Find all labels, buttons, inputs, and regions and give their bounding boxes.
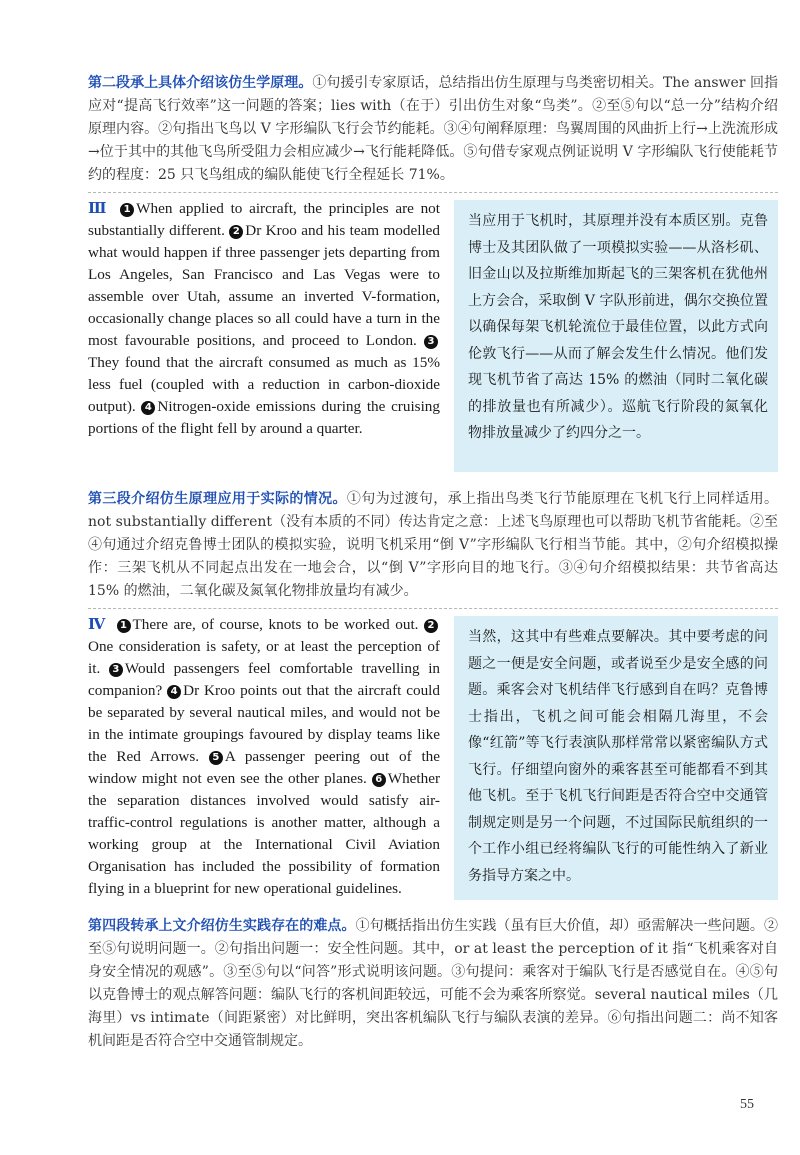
sentence: They found that the aircraft consumed as much as 15% less fuel (coupled with a reduction in carbon-dioxide output). xyxy=(88,354,440,415)
paragraph-4-translation xyxy=(454,616,778,900)
paragraph-3-section xyxy=(88,192,778,482)
sentence: When applied to aircraft, the principles are not substantially different. xyxy=(88,200,441,239)
note-body: ①句为过渡句，承上指出鸟类飞行节能原理在飞机飞行上同样适用。not substantially different（没有本质的不同）传达肯定之意：上述飞鸟原理也可以帮助飞机节省能耗。②至④句通过介绍克鲁博士团队的模拟实验，说明飞机采用“倒 V”字形编队飞行相当节能。其中，②句介绍模拟操作：三架飞机从不同起点出发在一地会合，以“倒 V”字形向目的地飞行。③④句介绍模拟结果：共节省高达 15% 的燃油，二氧化碳及氮氧化物排放量均有减少。 xyxy=(88,491,779,599)
note-heading: 第四段转承上文介绍仿生实践存在的难点。 xyxy=(88,918,356,934)
analysis-note-2 xyxy=(88,72,778,187)
page-number: 55 xyxy=(740,1097,754,1112)
sentence-number: 2 xyxy=(424,619,438,633)
divider xyxy=(88,192,778,193)
sentence-number: 4 xyxy=(141,401,155,415)
sentence: Dr Kroo points out that the aircraft could be separated by several nautical miles, and would not be in the intimate groupings favoured by display teams like the Red Arrows. xyxy=(88,682,440,765)
note-heading: 第三段介绍仿生原理应用于实际的情况。 xyxy=(88,491,347,507)
sentence-number: 1 xyxy=(120,203,134,217)
sentence-number: 5 xyxy=(209,751,223,765)
paragraph-3-translation xyxy=(454,200,778,472)
analysis-note-4 xyxy=(88,915,778,1053)
paragraph-4-section xyxy=(88,608,778,908)
translation-text: 当然，这其中有些难点要解决。其中要考虑的问题之一便是安全问题，或者说至少是安全感的问题。乘客会对飞机结伴飞行感到自在吗？克鲁博士指出，飞机之间可能会相隔几海里，不会像“红箭”等飞行表演队那样常常以紧密编队方式飞行。仔细望向窗外的乘客甚至可能都看不到其他飞机。至于飞机飞行间距是否符合空中交通管制规定则是另一个问题，不过国际民航组织的一个工作小组已经将编队飞行的可能性纳入了新业务指导方案之中。 xyxy=(468,629,768,884)
divider xyxy=(88,608,778,609)
sentence-number: 3 xyxy=(109,663,123,677)
note-body: ①句援引专家原话，总结指出仿生原理与鸟类密切相关。The answer 回指应对“提高飞行效率”这一问题的答案；lies with（在于）引出仿生对象“鸟类”。②至⑤句以“总一分”结构介绍原理内容。②句指出飞鸟以 V 字形编队飞行会节约能耗。③④句阐释原理：鸟翼周围的风曲折上行→上洗流形成→位于其中的其他飞鸟所受阻力会相应减少→飞行能耗降低。⑤句借专家观点例证说明 V 字形编队飞行使能耗节约的程度：25 只飞鸟组成的编队能使飞行全程延长 71%。 xyxy=(88,75,778,183)
paragraph-4-english xyxy=(88,614,440,900)
sentence-number: 6 xyxy=(372,773,386,787)
analysis-note-3 xyxy=(88,488,778,603)
sentence: A passenger peering out of the window might not even see the other planes. xyxy=(88,748,440,787)
sentence: Would passengers feel comfortable travelling in companion? xyxy=(88,660,441,699)
paragraph-3-english xyxy=(88,198,440,440)
sentence: One consideration is safety, or at least the perception of it. xyxy=(88,638,440,677)
sentence: There are, of course, knots to be worked out. xyxy=(132,616,419,633)
paragraph-number: Ⅲ xyxy=(88,200,110,217)
sentence-number: 1 xyxy=(117,619,131,633)
sentence: Whether the separation distances involved would satisfy air-traffic-control regulations is another matter, although a working group at the International Civil Aviation Organisation has included the possibility of formation flying in a blueprint for new operational guidelines. xyxy=(88,770,441,897)
note-body: ①句概括指出仿生实践（虽有巨大价值，却）亟需解决一些问题。②至⑤句说明问题一。②句指出问题一：安全性问题。其中，or at least the perception of it 指“飞机乘客对自身安全情况的观感”。③至⑤句以“问答”形式说明该问题。③句提问：乘客对于编队飞行是否感觉自在。④⑤句以克鲁博士的观点解答问题：编队飞行的客机间距较远，可能不会为乘客所察觉。several nautical miles（几海里）vs intimate（间距紧密）对比鲜明，突出客机编队飞行与编队表演的差异。⑥句指出问题二：尚不知客机间距是否符合空中交通管制规定。 xyxy=(88,918,779,1049)
note-heading: 第二段承上具体介绍该仿生学原理。 xyxy=(88,75,313,91)
translation-text: 当应用于飞机时，其原理并没有本质区别。克鲁博士及其团队做了一项模拟实验——从洛杉矶、旧金山以及拉斯维加斯起飞的三架客机在犹他州上方会合，采取倒 V 字队形前进，偶尔交换位置以确保每架飞机轮流位于最佳位置，以此方式向伦敦飞行——从而了解会发生什么情况。他们发现飞机节省了高达 15% 的燃油（同时二氧化碳的排放量也有所减少）。巡航飞行阶段的氮氧化物排放量减少了约四分之一。 xyxy=(468,213,768,441)
sentence: Nitrogen-oxide emissions during the cruising portions of the flight fell by around a quarter. xyxy=(88,398,440,437)
sentence-number: 4 xyxy=(167,685,181,699)
sentence: Dr Kroo and his team modelled what would happen if three passenger jets departing from Los Angeles, San Francisco and Las Vegas were to assemble over Utah, assume an inverted V-formation, occasionally change places so all could have a turn in the most favourable positions, and proceed to London. xyxy=(88,222,440,349)
sentence-number: 3 xyxy=(424,335,438,349)
paragraph-number: Ⅳ xyxy=(88,616,107,633)
sentence-number: 2 xyxy=(229,225,243,239)
